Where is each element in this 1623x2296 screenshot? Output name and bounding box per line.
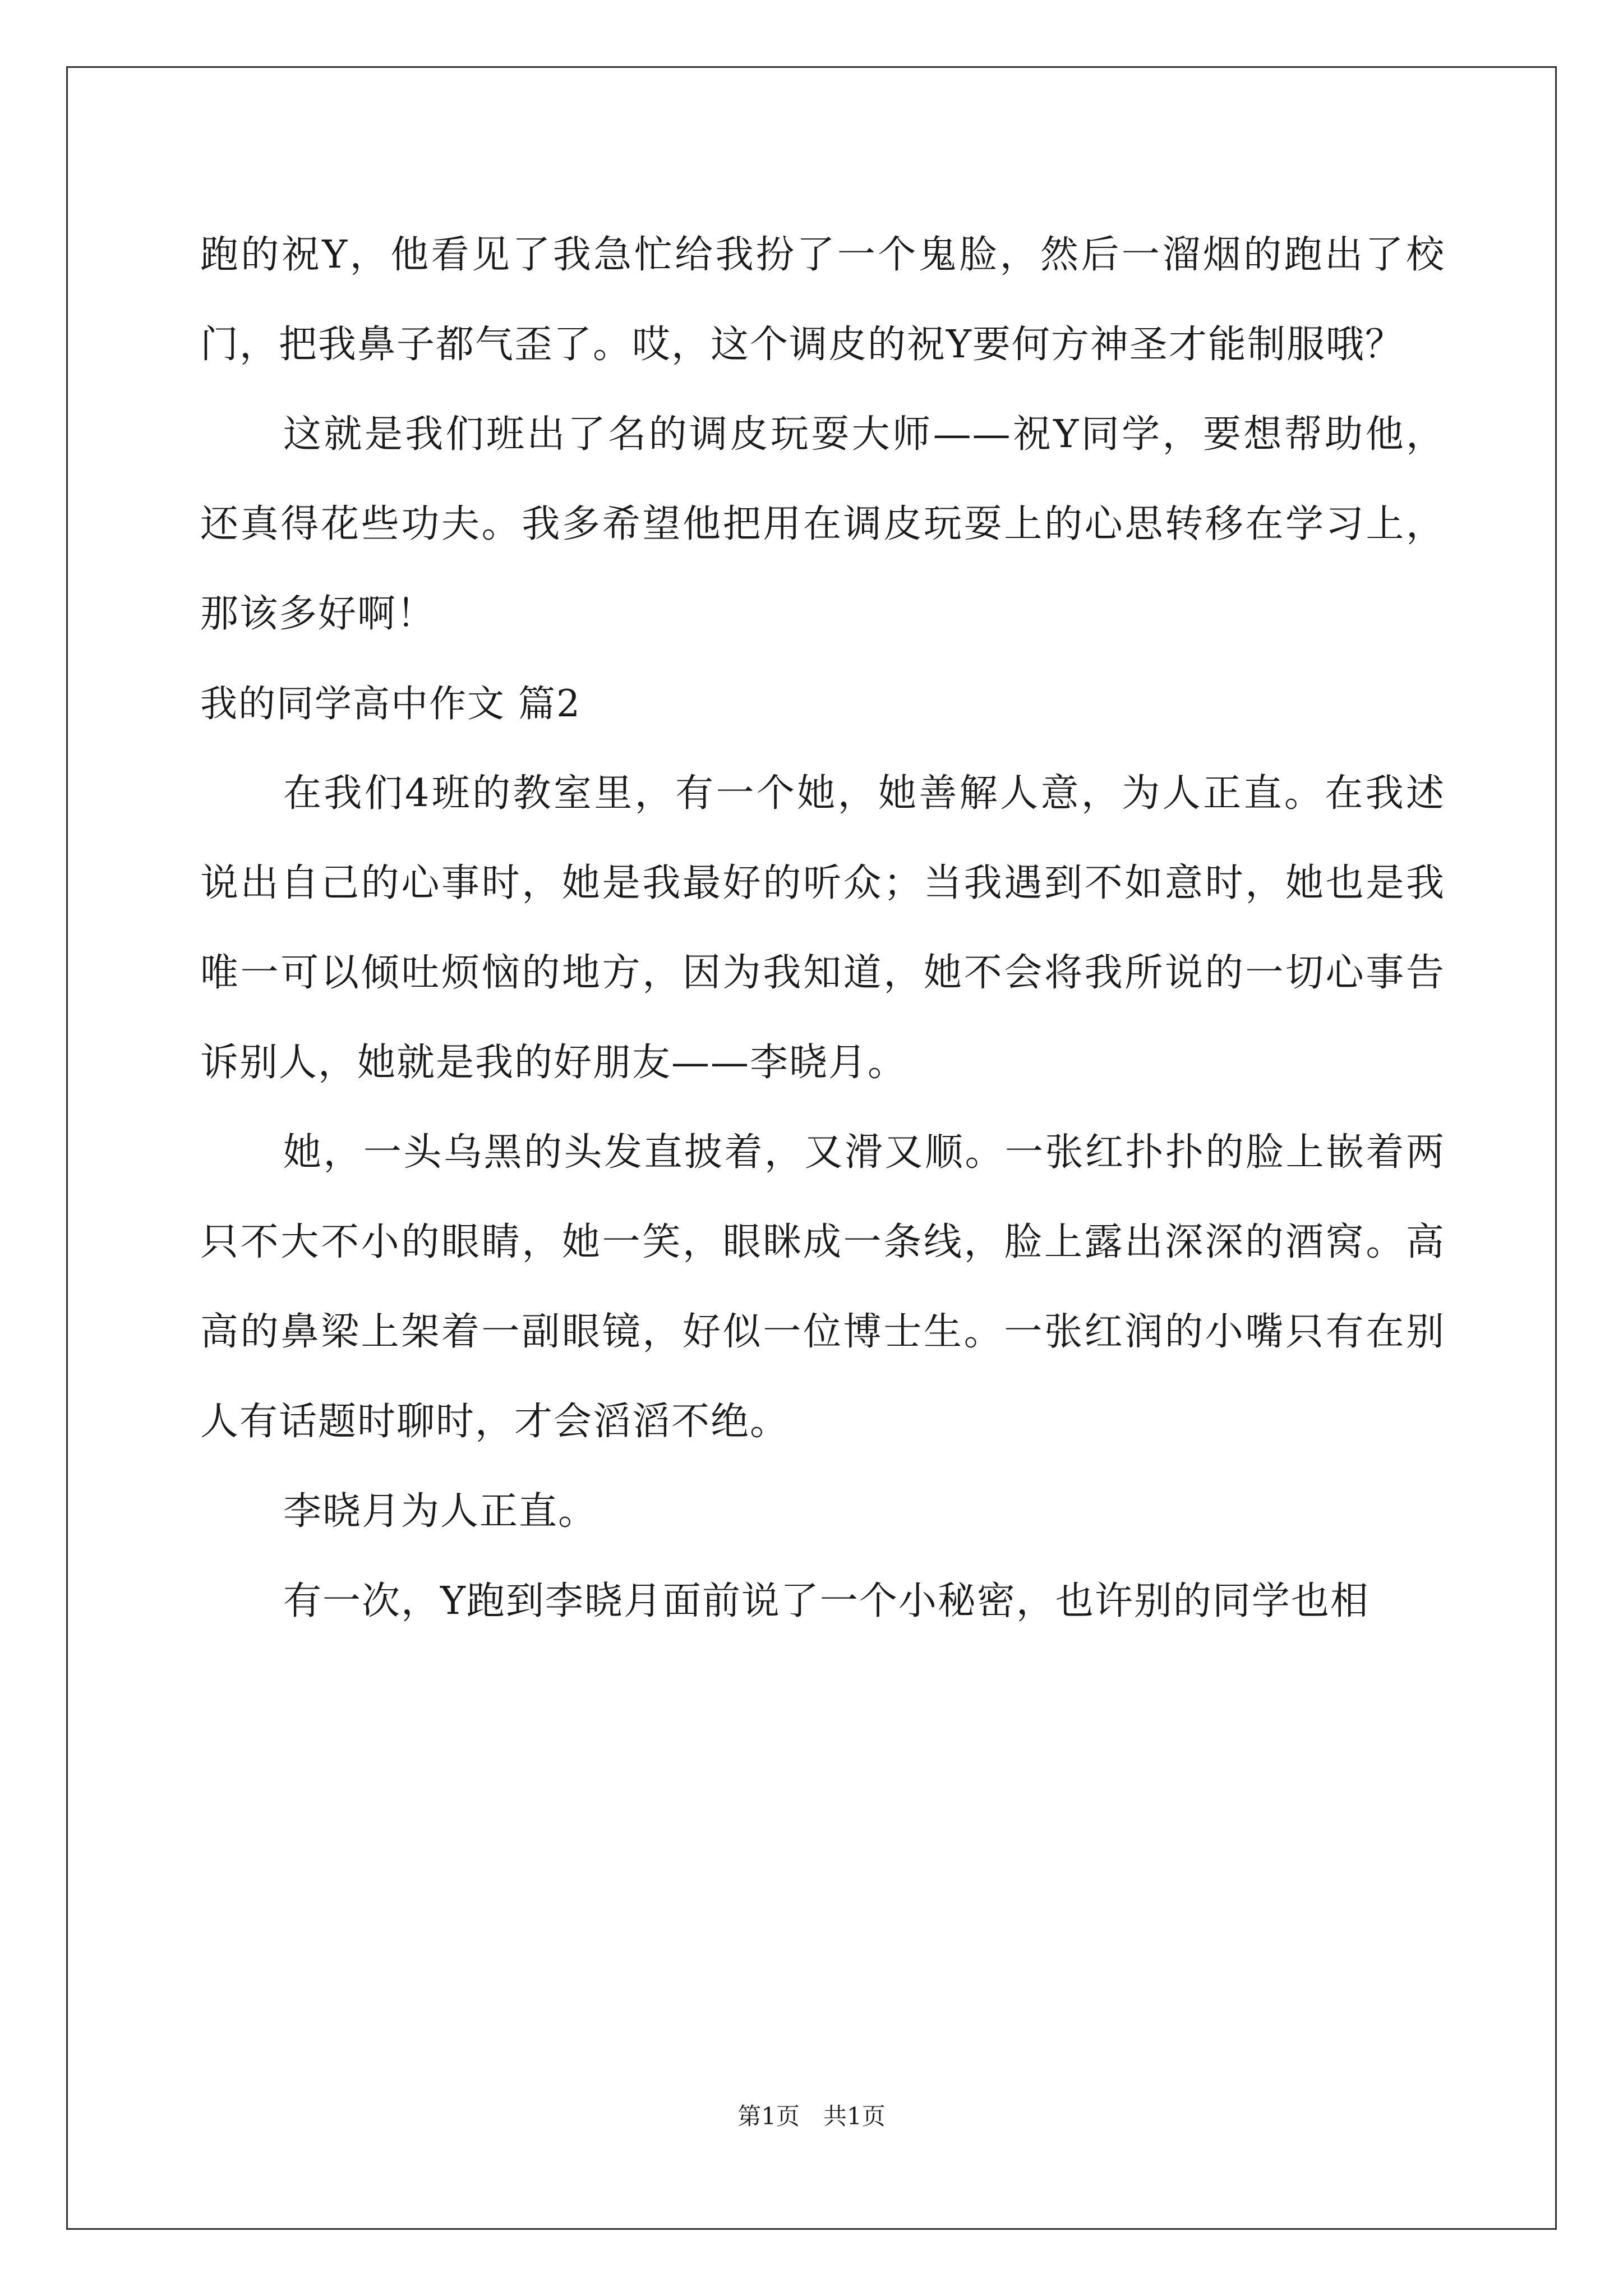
- paragraph-6: 有一次，Y跑到李晓月面前说了一个小秘密，也许别的同学也相: [283, 1579, 1370, 1623]
- document-body: [200, 210, 1445, 1646]
- section-heading: 我的同学高中作文 篇2: [200, 682, 581, 725]
- paragraph-5: 李晓月为人正直。: [283, 1489, 598, 1534]
- paragraph-2: 这就是我们班出了名的调皮玩耍大师——祝Y同学，要想帮助他，还真得花些功夫。我多希望他把用在调皮玩耍上的心思转移在学习上，那该多好啊！: [200, 412, 1445, 636]
- paragraph-3: 在我们4班的教室里，有一个她，她善解人意，为人正直。在我述说出自己的心事时，她是我最好的听众；当我遇到不如意时，她也是我唯一可以倾吐烦恼的地方，因为我知道，她不会将我所说的一切心事告诉别人，她就是我的好朋友——李晓月。: [200, 771, 1445, 1085]
- page-footer: 第1页 共1页: [737, 2102, 886, 2130]
- paragraph-4: 她，一头乌黑的头发直披着，又滑又顺。一张红扑扑的脸上嵌着两只不大不小的眼睛，她一笑，眼眯成一条线，脸上露出深深的酒窝。高高的鼻梁上架着一副眼镜，好似一位博士生。一张红润的小嘴只有在别人有话题时聊时，才会滔滔不绝。: [200, 1130, 1445, 1444]
- paragraph-1: 跑的祝Y，他看见了我急忙给我扮了一个鬼脸，然后一溜烟的跑出了校门，把我鼻子都气歪了。哎，这个调皮的祝Y要何方神圣才能制服哦？: [200, 233, 1445, 367]
